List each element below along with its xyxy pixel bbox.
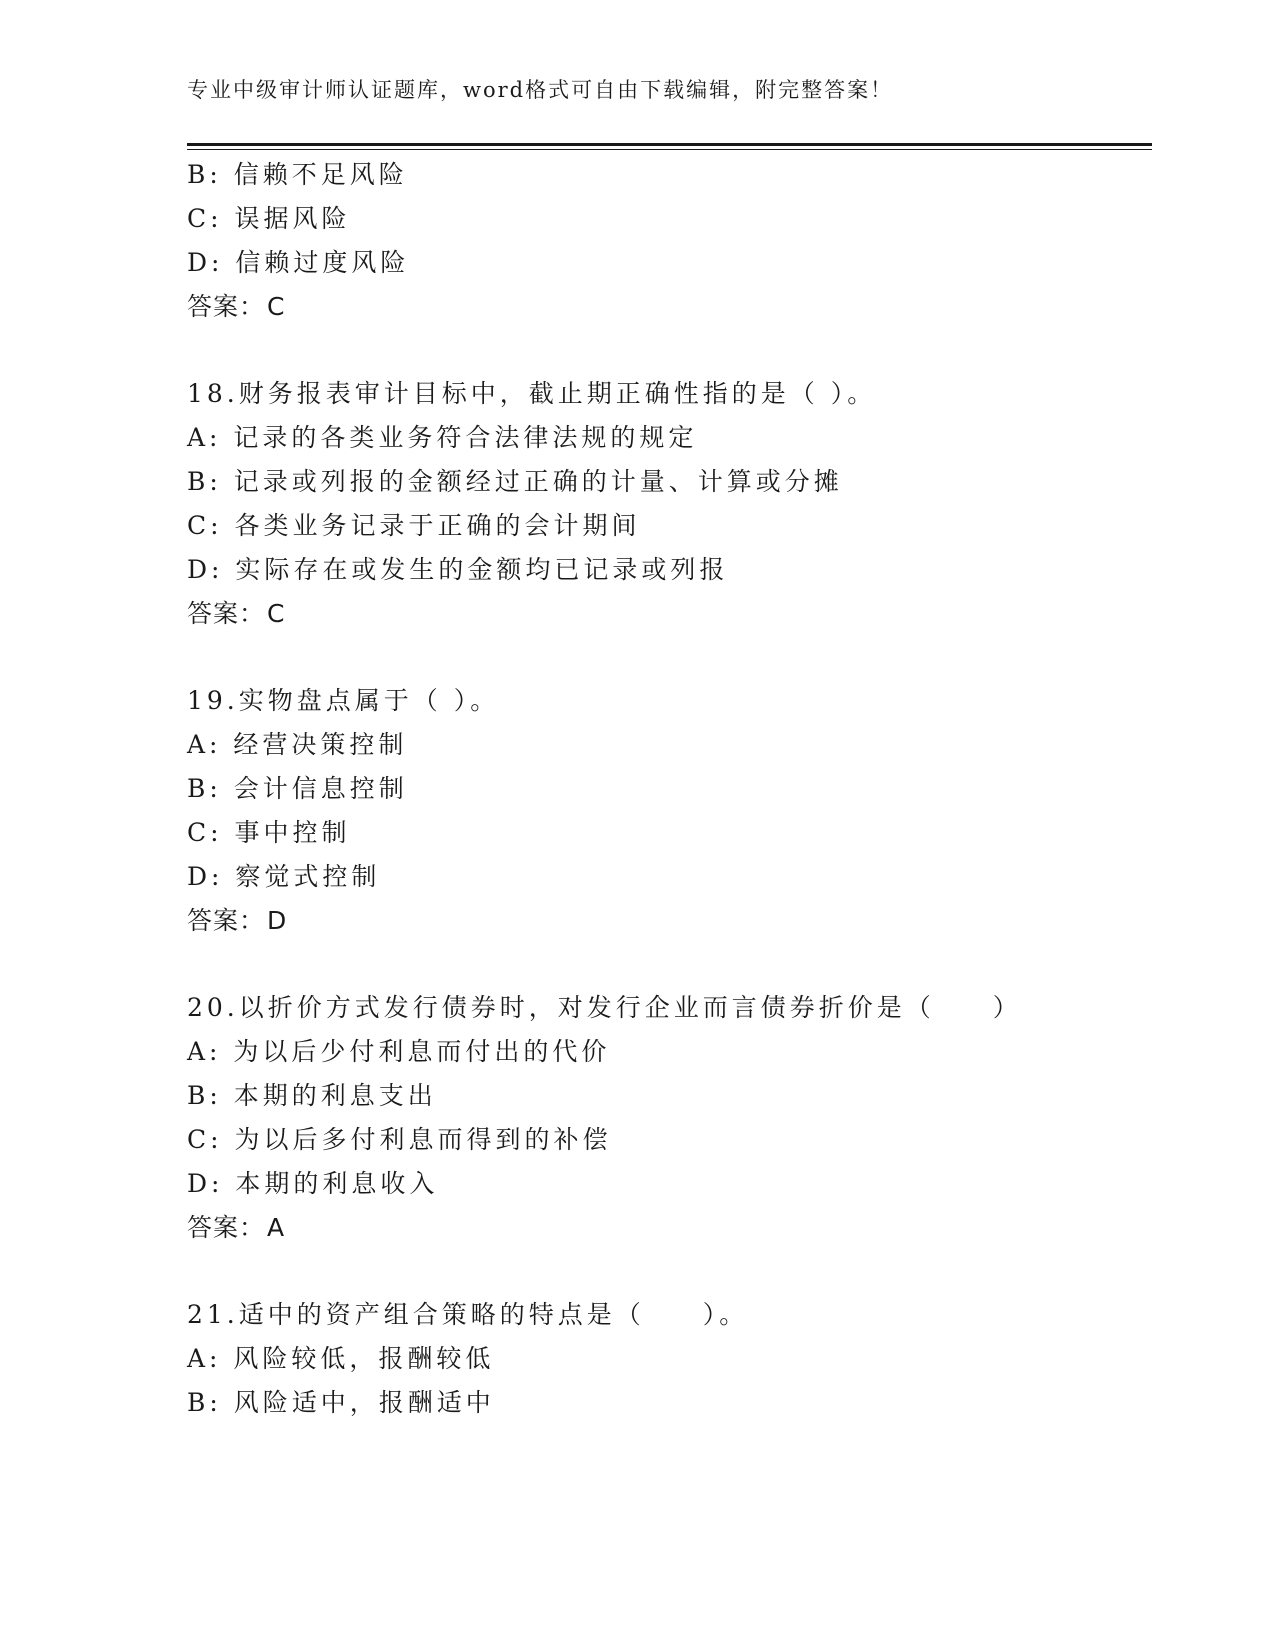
q18-option-b: B: 记录或列报的金额经过正确的计量、计算或分摊: [187, 467, 843, 496]
answer-label: 答案：: [187, 906, 266, 935]
q17-option-b: B: 信赖不足风险: [187, 160, 408, 189]
answer-value: D: [267, 906, 288, 935]
q17-answer: [187, 292, 285, 322]
q19-answer: [187, 906, 287, 936]
header-divider-thick: [187, 143, 1152, 146]
q20-option-c: C: 为以后多付利息而得到的补偿: [187, 1125, 612, 1154]
q18-answer: [187, 599, 285, 629]
answer-value: A: [267, 1213, 286, 1242]
answer-label: 答案：: [187, 1213, 266, 1242]
q17-option-d: D: 信赖过度风险: [187, 248, 410, 277]
q19-option-c: C: 事中控制: [187, 818, 351, 847]
q20-option-d: D: 本期的利息收入: [187, 1169, 439, 1198]
q18-option-d: D: 实际存在或发生的金额均已记录或列报: [187, 555, 729, 584]
q20-question: 20.以折价方式发行债券时，对发行企业而言债券折价是（ ）: [187, 993, 1022, 1022]
header-divider-thin: [187, 149, 1152, 150]
q21-option-a: A: 风险较低，报酬较低: [187, 1344, 495, 1373]
q18-option-a: A: 记录的各类业务符合法律法规的规定: [187, 423, 698, 452]
q17-option-c: C: 误据风险: [187, 204, 351, 233]
q19-question: 19.实物盘点属于（ ）。: [187, 686, 500, 715]
answer-value: C: [267, 599, 286, 628]
answer-label: 答案：: [187, 292, 266, 321]
answer-value: C: [267, 292, 286, 321]
answer-label: 答案：: [187, 599, 266, 628]
page-header: 专业中级审计师认证题库，word格式可自由下载编辑，附完整答案！: [187, 78, 894, 102]
q18-option-c: C: 各类业务记录于正确的会计期间: [187, 511, 641, 540]
q21-question: 21.适中的资产组合策略的特点是（ ）。: [187, 1300, 749, 1329]
q20-option-b: B: 本期的利息支出: [187, 1081, 437, 1110]
q19-option-d: D: 察觉式控制: [187, 862, 381, 891]
q20-option-a: A: 为以后少付利息而付出的代价: [187, 1037, 611, 1066]
q19-option-a: A: 经营决策控制: [187, 730, 408, 759]
q20-answer: [187, 1213, 285, 1243]
q18-question: 18.财务报表审计目标中，截止期正确性指的是（ ）。: [187, 379, 877, 408]
q19-option-b: B: 会计信息控制: [187, 774, 408, 803]
q21-option-b: B: 风险适中，报酬适中: [187, 1388, 495, 1417]
